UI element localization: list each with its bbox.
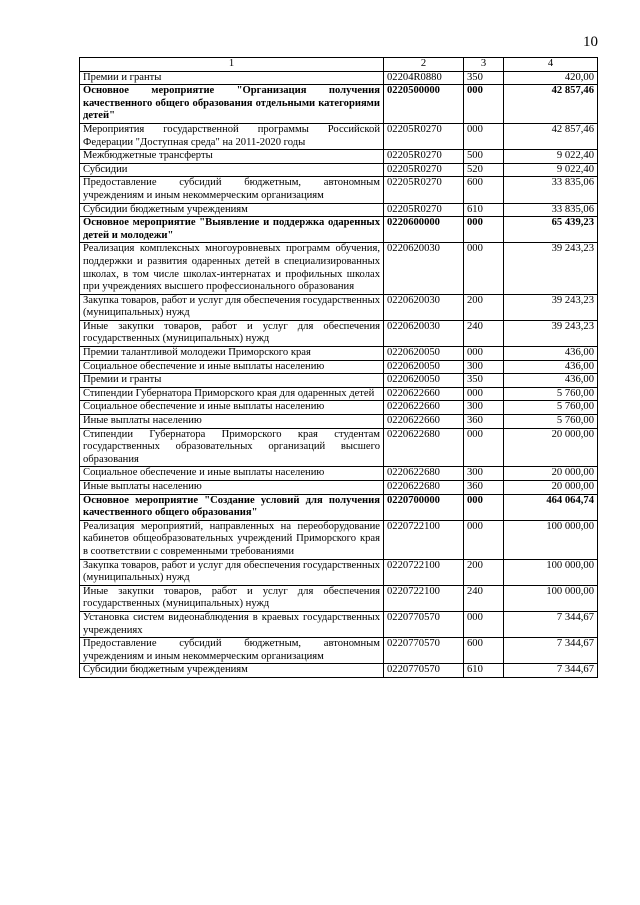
row-code-cell: 0220620030 <box>384 294 464 320</box>
row-type-cell: 240 <box>464 320 504 346</box>
row-amount-cell: 7 344,67 <box>504 664 598 678</box>
table-row <box>80 585 598 611</box>
table-row <box>80 611 598 637</box>
row-code-cell: 0220700000 <box>384 494 464 520</box>
row-type-cell: 000 <box>464 123 504 149</box>
row-type-cell: 000 <box>464 243 504 294</box>
row-code-cell: 0220622680 <box>384 428 464 467</box>
row-type-cell: 610 <box>464 664 504 678</box>
row-name-cell: Установка систем видеонаблюдения в краевых государственных учреждениях <box>80 611 384 637</box>
row-type-cell: 360 <box>464 415 504 429</box>
table-row <box>80 374 598 388</box>
row-name-cell: Премии и гранты <box>80 71 384 85</box>
row-code-cell: 0220770570 <box>384 638 464 664</box>
row-code-cell: 0220722100 <box>384 520 464 559</box>
row-code-cell: 0220620030 <box>384 243 464 294</box>
row-type-cell: 000 <box>464 520 504 559</box>
row-type-cell: 000 <box>464 611 504 637</box>
table-row <box>80 360 598 374</box>
row-amount-cell: 65 439,23 <box>504 217 598 243</box>
row-code-cell: 0220620050 <box>384 347 464 361</box>
table-row <box>80 401 598 415</box>
table-row <box>80 203 598 217</box>
table-row <box>80 347 598 361</box>
row-amount-cell: 7 344,67 <box>504 611 598 637</box>
row-code-cell: 02205R0270 <box>384 123 464 149</box>
table-row <box>80 559 598 585</box>
table-header-row <box>80 58 598 72</box>
header-col-2: 2 <box>384 58 464 72</box>
row-amount-cell: 9 022,40 <box>504 150 598 164</box>
row-type-cell: 600 <box>464 638 504 664</box>
row-name-cell: Реализация мероприятий, направленных на переоборудование кабинетов общеобразовательных учреждений Приморского края в соответствии с современными требованиями <box>80 520 384 559</box>
row-amount-cell: 7 344,67 <box>504 638 598 664</box>
row-code-cell: 0220770570 <box>384 664 464 678</box>
header-col-1: 1 <box>80 58 384 72</box>
row-type-cell: 000 <box>464 347 504 361</box>
row-amount-cell: 39 243,23 <box>504 320 598 346</box>
row-name-cell: Субсидии <box>80 163 384 177</box>
row-type-cell: 300 <box>464 401 504 415</box>
row-amount-cell: 42 857,46 <box>504 85 598 124</box>
table-row <box>80 243 598 294</box>
row-amount-cell: 100 000,00 <box>504 559 598 585</box>
row-name-cell: Иные выплаты населению <box>80 481 384 495</box>
row-code-cell: 0220770570 <box>384 611 464 637</box>
row-type-cell: 200 <box>464 294 504 320</box>
row-name-cell: Премии и гранты <box>80 374 384 388</box>
row-name-cell: Межбюджетные трансферты <box>80 150 384 164</box>
row-code-cell: 02205R0270 <box>384 150 464 164</box>
table-row <box>80 494 598 520</box>
row-name-cell: Закупка товаров, работ и услуг для обеспечения государственных (муниципальных) нужд <box>80 294 384 320</box>
table-row <box>80 294 598 320</box>
table-row <box>80 481 598 495</box>
table-row <box>80 85 598 124</box>
row-code-cell: 0220622660 <box>384 387 464 401</box>
row-type-cell: 200 <box>464 559 504 585</box>
row-type-cell: 520 <box>464 163 504 177</box>
row-amount-cell: 42 857,46 <box>504 123 598 149</box>
row-name-cell: Социальное обеспечение и иные выплаты населению <box>80 467 384 481</box>
row-name-cell: Премии талантливой молодежи Приморского края <box>80 347 384 361</box>
row-amount-cell: 436,00 <box>504 374 598 388</box>
budget-table <box>79 57 598 678</box>
row-amount-cell: 39 243,23 <box>504 243 598 294</box>
row-amount-cell: 5 760,00 <box>504 415 598 429</box>
table-row <box>80 428 598 467</box>
table-row <box>80 123 598 149</box>
row-type-cell: 000 <box>464 428 504 467</box>
row-code-cell: 02205R0270 <box>384 203 464 217</box>
table-row <box>80 177 598 203</box>
row-amount-cell: 20 000,00 <box>504 481 598 495</box>
table-row <box>80 520 598 559</box>
row-type-cell: 000 <box>464 387 504 401</box>
row-name-cell: Социальное обеспечение и иные выплаты населению <box>80 401 384 415</box>
row-type-cell: 600 <box>464 177 504 203</box>
row-type-cell: 350 <box>464 374 504 388</box>
header-col-3: 3 <box>464 58 504 72</box>
row-name-cell: Закупка товаров, работ и услуг для обеспечения государственных (муниципальных) нужд <box>80 559 384 585</box>
row-amount-cell: 20 000,00 <box>504 428 598 467</box>
row-name-cell: Основное мероприятие "Выявление и поддержка одаренных детей и молодежи" <box>80 217 384 243</box>
row-amount-cell: 9 022,40 <box>504 163 598 177</box>
row-name-cell: Основное мероприятие "Создание условий для получения качественного общего образования" <box>80 494 384 520</box>
row-name-cell: Иные закупки товаров, работ и услуг для обеспечения государственных (муниципальных) нужд <box>80 585 384 611</box>
header-col-4: 4 <box>504 58 598 72</box>
row-name-cell: Предоставление субсидий бюджетным, автономным учреждениям и иным некоммерческим организациям <box>80 177 384 203</box>
row-name-cell: Социальное обеспечение и иные выплаты населению <box>80 360 384 374</box>
row-name-cell: Реализация комплексных многоуровневых программ обучения, поддержки и развития одаренных детей в специализированных школах, в том числе школах-интернатах и профильных школах при учреждениях высшего профессионального образования <box>80 243 384 294</box>
row-code-cell: 0220622680 <box>384 467 464 481</box>
row-code-cell: 0220500000 <box>384 85 464 124</box>
row-amount-cell: 100 000,00 <box>504 520 598 559</box>
row-code-cell: 0220600000 <box>384 217 464 243</box>
row-code-cell: 0220722100 <box>384 559 464 585</box>
row-type-cell: 300 <box>464 467 504 481</box>
table-row <box>80 638 598 664</box>
row-name-cell: Мероприятия государственной программы Российской Федерации "Доступная среда" на 2011-2020 годы <box>80 123 384 149</box>
row-type-cell: 000 <box>464 85 504 124</box>
row-code-cell: 02205R0270 <box>384 163 464 177</box>
row-type-cell: 610 <box>464 203 504 217</box>
row-code-cell: 0220622680 <box>384 481 464 495</box>
table-row <box>80 415 598 429</box>
row-amount-cell: 39 243,23 <box>504 294 598 320</box>
table-row <box>80 467 598 481</box>
row-code-cell: 0220622660 <box>384 401 464 415</box>
row-name-cell: Иные закупки товаров, работ и услуг для обеспечения государственных (муниципальных) нужд <box>80 320 384 346</box>
row-amount-cell: 33 835,06 <box>504 203 598 217</box>
table-row <box>80 71 598 85</box>
row-name-cell: Субсидии бюджетным учреждениям <box>80 203 384 217</box>
row-type-cell: 360 <box>464 481 504 495</box>
row-type-cell: 500 <box>464 150 504 164</box>
row-name-cell: Предоставление субсидий бюджетным, автономным учреждениям и иным некоммерческим организациям <box>80 638 384 664</box>
row-amount-cell: 5 760,00 <box>504 387 598 401</box>
row-amount-cell: 436,00 <box>504 347 598 361</box>
row-type-cell: 240 <box>464 585 504 611</box>
page-number: 10 <box>583 34 598 50</box>
row-name-cell: Основное мероприятие "Организация получения качественного общего образования отдельными категориями детей" <box>80 85 384 124</box>
table-row <box>80 387 598 401</box>
row-code-cell: 0220622660 <box>384 415 464 429</box>
row-amount-cell: 436,00 <box>504 360 598 374</box>
row-code-cell: 0220620050 <box>384 374 464 388</box>
row-amount-cell: 464 064,74 <box>504 494 598 520</box>
row-name-cell: Стипендии Губернатора Приморского края студентам государственных образовательных организаций высшего образования <box>80 428 384 467</box>
table-row <box>80 320 598 346</box>
row-name-cell: Субсидии бюджетным учреждениям <box>80 664 384 678</box>
row-name-cell: Иные выплаты населению <box>80 415 384 429</box>
row-amount-cell: 100 000,00 <box>504 585 598 611</box>
row-name-cell: Стипендии Губернатора Приморского края для одаренных детей <box>80 387 384 401</box>
row-code-cell: 02204R0880 <box>384 71 464 85</box>
row-code-cell: 0220722100 <box>384 585 464 611</box>
row-type-cell: 000 <box>464 217 504 243</box>
row-amount-cell: 420,00 <box>504 71 598 85</box>
table-row <box>80 150 598 164</box>
row-code-cell: 0220620030 <box>384 320 464 346</box>
row-type-cell: 000 <box>464 494 504 520</box>
row-amount-cell: 20 000,00 <box>504 467 598 481</box>
row-amount-cell: 33 835,06 <box>504 177 598 203</box>
row-amount-cell: 5 760,00 <box>504 401 598 415</box>
table-row <box>80 217 598 243</box>
table-row <box>80 664 598 678</box>
row-type-cell: 300 <box>464 360 504 374</box>
row-code-cell: 02205R0270 <box>384 177 464 203</box>
row-code-cell: 0220620050 <box>384 360 464 374</box>
row-type-cell: 350 <box>464 71 504 85</box>
table-row <box>80 163 598 177</box>
